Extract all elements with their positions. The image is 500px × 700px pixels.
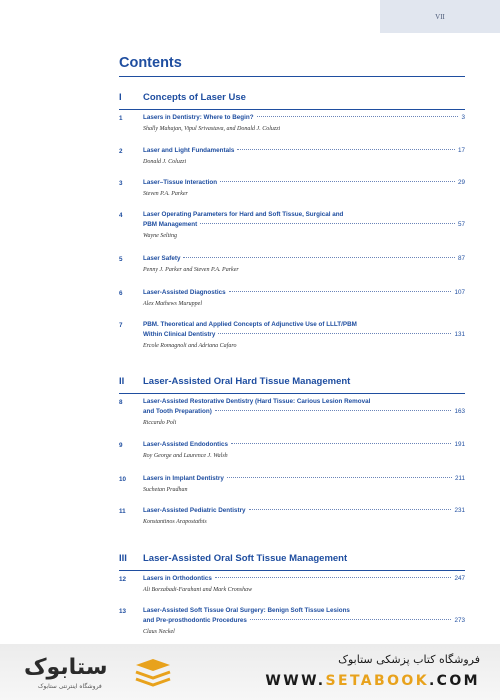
dot-leader bbox=[220, 181, 455, 182]
chapter-title: Laser Operating Parameters for Hard and Soft Tissue, Surgical and bbox=[143, 211, 344, 218]
part-number: II bbox=[119, 376, 125, 387]
chapter-page-number: 191 bbox=[454, 441, 465, 448]
chapter-number: 11 bbox=[119, 508, 126, 515]
chapter-title-line bbox=[143, 146, 465, 156]
chapter-title-line bbox=[143, 397, 465, 407]
chapter-title: Lasers in Orthodontics bbox=[143, 575, 212, 582]
chapter-title-line bbox=[143, 113, 465, 123]
page-number-box bbox=[380, 0, 500, 33]
dot-leader bbox=[231, 443, 451, 444]
chapter-title: Laser–Tissue Interaction bbox=[143, 179, 218, 186]
chapter-page-number: 163 bbox=[454, 408, 465, 415]
chapter-title: Laser and Light Fundamentals bbox=[143, 147, 235, 154]
part-divider bbox=[119, 570, 465, 571]
url-prefix: WWW. bbox=[265, 673, 326, 689]
chapter-page-number: 17 bbox=[457, 147, 465, 154]
store-footer-banner bbox=[0, 644, 500, 700]
dot-leader bbox=[250, 619, 452, 620]
chapter-authors: Ali Borzabadi-Farahani and Mark Cronshaw bbox=[143, 587, 253, 593]
chapter-page-number: 273 bbox=[454, 617, 465, 624]
chapter-title-line bbox=[143, 474, 465, 484]
dot-leader bbox=[227, 477, 452, 478]
chapter-page-number: 131 bbox=[454, 331, 465, 338]
chapter-title-line bbox=[143, 574, 465, 584]
dot-leader bbox=[229, 291, 452, 292]
chapter-page-number: 211 bbox=[454, 475, 465, 482]
chapter-authors: Alex Mathews Muruppel bbox=[143, 301, 202, 307]
chapter-number: 8 bbox=[119, 399, 123, 406]
chapter-title: Laser-Assisted Soft Tissue Oral Surgery: Benign Soft Tissue Lesions bbox=[143, 607, 350, 614]
store-name: فروشگاه کتاب پزشکی ستابوک bbox=[338, 653, 480, 666]
part-title: Laser-Assisted Oral Soft Tissue Management bbox=[143, 553, 348, 564]
chapter-title-line bbox=[143, 407, 465, 417]
dot-leader bbox=[249, 509, 452, 510]
chapter-authors: Ercole Romagnoli and Adriana Cafaro bbox=[143, 343, 237, 349]
store-logo bbox=[24, 655, 110, 689]
chapter-page-number: 107 bbox=[454, 289, 465, 296]
chapter-title-line bbox=[143, 616, 465, 626]
chapter-number: 7 bbox=[119, 322, 123, 329]
dot-leader bbox=[218, 333, 451, 334]
chapter-number: 5 bbox=[119, 256, 123, 263]
chapter-authors: Penny J. Parker and Steven P.A. Parker bbox=[143, 267, 239, 273]
url-highlight: SETABOOK bbox=[325, 673, 429, 689]
part-divider bbox=[119, 109, 465, 110]
chapter-page-number: 3 bbox=[461, 114, 465, 121]
chapter-title-line bbox=[143, 606, 465, 616]
chapter-authors: Shally Mahajan, Vipul Srivastava, and Donald J. Coluzzi bbox=[143, 126, 281, 132]
dot-leader bbox=[200, 223, 455, 224]
chapter-number: 9 bbox=[119, 442, 123, 449]
chapter-page-number: 57 bbox=[457, 221, 465, 228]
chapter-title: Laser-Assisted Restorative Dentistry (Hard Tissue: Carious Lesion Removal bbox=[143, 398, 371, 405]
page-title: Contents bbox=[119, 55, 182, 71]
chapter-title: Laser-Assisted Endodontics bbox=[143, 441, 229, 448]
chapter-authors: Roy George and Laurence J. Walsh bbox=[143, 453, 228, 459]
chapter-title: Laser Safety bbox=[143, 255, 181, 262]
chapter-title-line bbox=[143, 320, 465, 330]
logo-wordmark: ستابوک bbox=[24, 655, 108, 680]
chapter-page-number: 87 bbox=[457, 255, 465, 262]
chapter-page-number: 29 bbox=[457, 179, 465, 186]
chapter-number: 6 bbox=[119, 290, 123, 297]
chapter-title: Lasers in Dentistry: Where to Begin? bbox=[143, 114, 254, 121]
chapter-authors: Suchetan Pradhan bbox=[143, 487, 188, 493]
chapter-title-line bbox=[143, 440, 465, 450]
chapter-title-line bbox=[143, 178, 465, 188]
dot-leader bbox=[215, 577, 452, 578]
chapter-page-number: 231 bbox=[454, 507, 465, 514]
chapter-authors: Konstantinos Arapostathis bbox=[143, 519, 207, 525]
page-number: VII bbox=[435, 13, 445, 21]
chapter-authors: Riccardo Poli bbox=[143, 420, 177, 426]
chapter-authors: Claus Neckel bbox=[143, 629, 175, 635]
chapter-title-line bbox=[143, 330, 465, 340]
chapter-authors: Wayne Selting bbox=[143, 233, 177, 239]
chapter-number: 2 bbox=[119, 148, 123, 155]
chapter-number: 1 bbox=[119, 115, 123, 122]
chapter-number: 12 bbox=[119, 576, 127, 583]
chapter-title-line bbox=[143, 254, 465, 264]
part-title: Concepts of Laser Use bbox=[143, 92, 246, 103]
title-divider bbox=[119, 76, 465, 77]
chapter-title: PBM Management bbox=[143, 221, 198, 228]
chapter-title: PBM. Theoretical and Applied Concepts of Adjunctive Use of LLLT/PBM bbox=[143, 321, 357, 328]
chapter-number: 3 bbox=[119, 180, 123, 187]
part-divider bbox=[119, 393, 465, 394]
chapter-title-line bbox=[143, 288, 465, 298]
store-url[interactable] bbox=[265, 673, 480, 689]
part-title: Laser-Assisted Oral Hard Tissue Management bbox=[143, 376, 351, 387]
dot-leader bbox=[183, 257, 455, 258]
part-number: I bbox=[119, 92, 122, 103]
chapter-title-line bbox=[143, 506, 465, 516]
url-suffix: .COM bbox=[428, 673, 480, 689]
chapter-authors: Steven P.A. Parker bbox=[143, 191, 188, 197]
dot-leader bbox=[257, 116, 459, 117]
dot-leader bbox=[215, 410, 452, 411]
chapter-title-line bbox=[143, 220, 465, 230]
chapter-authors: Donald J. Coluzzi bbox=[143, 159, 187, 165]
chapter-number: 10 bbox=[119, 476, 127, 483]
chapter-title: Within Clinical Dentistry bbox=[143, 331, 216, 338]
dot-leader bbox=[237, 149, 455, 150]
chapter-title: and Pre-prosthodontic Procedures bbox=[143, 617, 247, 624]
chapter-title: and Tooth Preparation) bbox=[143, 408, 212, 415]
chapter-title: Lasers in Implant Dentistry bbox=[143, 475, 224, 482]
logo-subtitle: فروشگاه اینترنتی ستابوک bbox=[38, 683, 102, 690]
chapter-page-number: 247 bbox=[454, 575, 465, 582]
part-number: III bbox=[119, 553, 127, 564]
chapter-title: Laser-Assisted Diagnostics bbox=[143, 289, 226, 296]
chapter-title: Laser-Assisted Pediatric Dentistry bbox=[143, 507, 246, 514]
books-icon bbox=[134, 657, 172, 689]
chapter-number: 4 bbox=[119, 212, 123, 219]
chapter-title-line bbox=[143, 210, 465, 220]
chapter-number: 13 bbox=[119, 608, 127, 615]
